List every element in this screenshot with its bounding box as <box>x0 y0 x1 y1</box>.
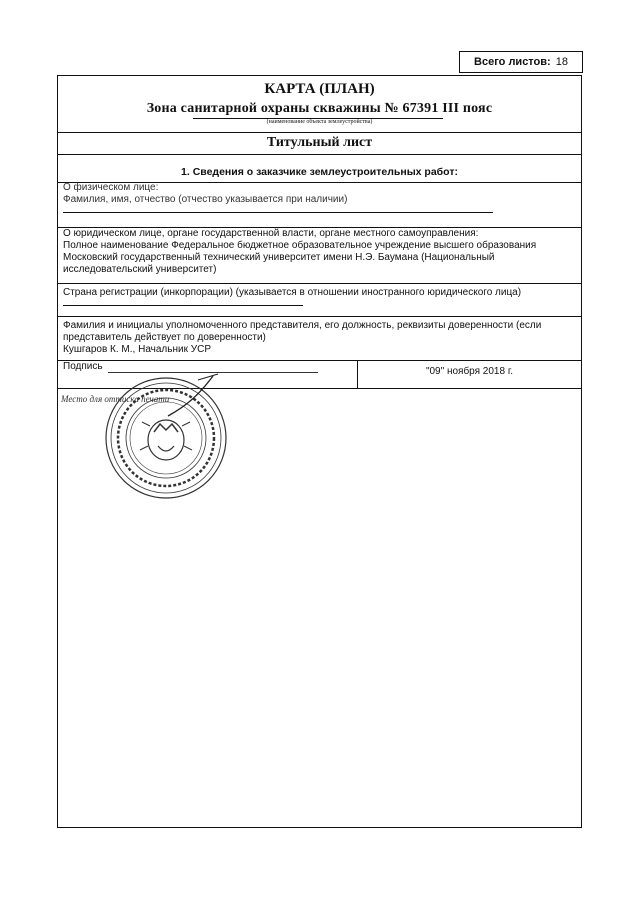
legal-entity-section <box>58 228 581 284</box>
object-name: Зона санитарной охраны скважины № 67391 III пояс <box>146 101 493 116</box>
section-customer-heading: 1. Сведения о заказчике землеустроительных работ: <box>58 154 581 183</box>
individual-section <box>58 182 581 228</box>
seal-place-label: Место для оттиска печати <box>61 394 170 404</box>
signature-label: Подпись <box>63 361 103 372</box>
representative-section <box>58 317 581 361</box>
representative-name: Кушгаров К. М., Начальник УСР <box>63 344 211 355</box>
representative-line-2: представитель действует по доверенности) <box>63 332 266 343</box>
legal-heading: О юридическом лице, органе государственной власти, органе местного самоуправления: <box>63 228 479 239</box>
total-sheets-box <box>459 51 583 73</box>
document-title: КАРТА (ПЛАН) <box>264 81 375 97</box>
document-header <box>58 76 581 133</box>
document-frame <box>57 75 582 828</box>
registration-blank-line <box>63 299 303 306</box>
individual-name-field: Фамилия, имя, отчество (отчество указывается при наличии) <box>63 194 348 205</box>
individual-blank-line <box>63 206 493 213</box>
organization-seal <box>88 366 238 506</box>
total-sheets-value: 18 <box>555 56 568 68</box>
registration-country-section <box>58 284 581 317</box>
representative-line-1: Фамилия и инициалы уполномоченного представителя, его должность, реквизиты доверенности (если <box>63 320 542 331</box>
object-caption: (наименование объекта землеустройства) <box>266 119 373 125</box>
legal-name-line-2: Московский государственный технический университет имени Н.Э. Баумана (Национальный <box>63 252 495 263</box>
total-sheets-label: Всего листов: <box>474 56 551 68</box>
signature-date: "09" ноября 2018 г. <box>425 366 514 377</box>
legal-name-line-1: Полное наименование Федеральное бюджетное образовательное учреждение высшего образования <box>63 240 537 251</box>
registration-country-label: Страна регистрации (инкорпорации) (указывается в отношении иностранного юридического лица) <box>63 287 522 298</box>
individual-heading: О физическом лице: <box>63 182 159 193</box>
legal-name-line-3: исследовательский университет) <box>63 264 217 275</box>
title-sheet-heading: Титульный лист <box>58 132 581 155</box>
